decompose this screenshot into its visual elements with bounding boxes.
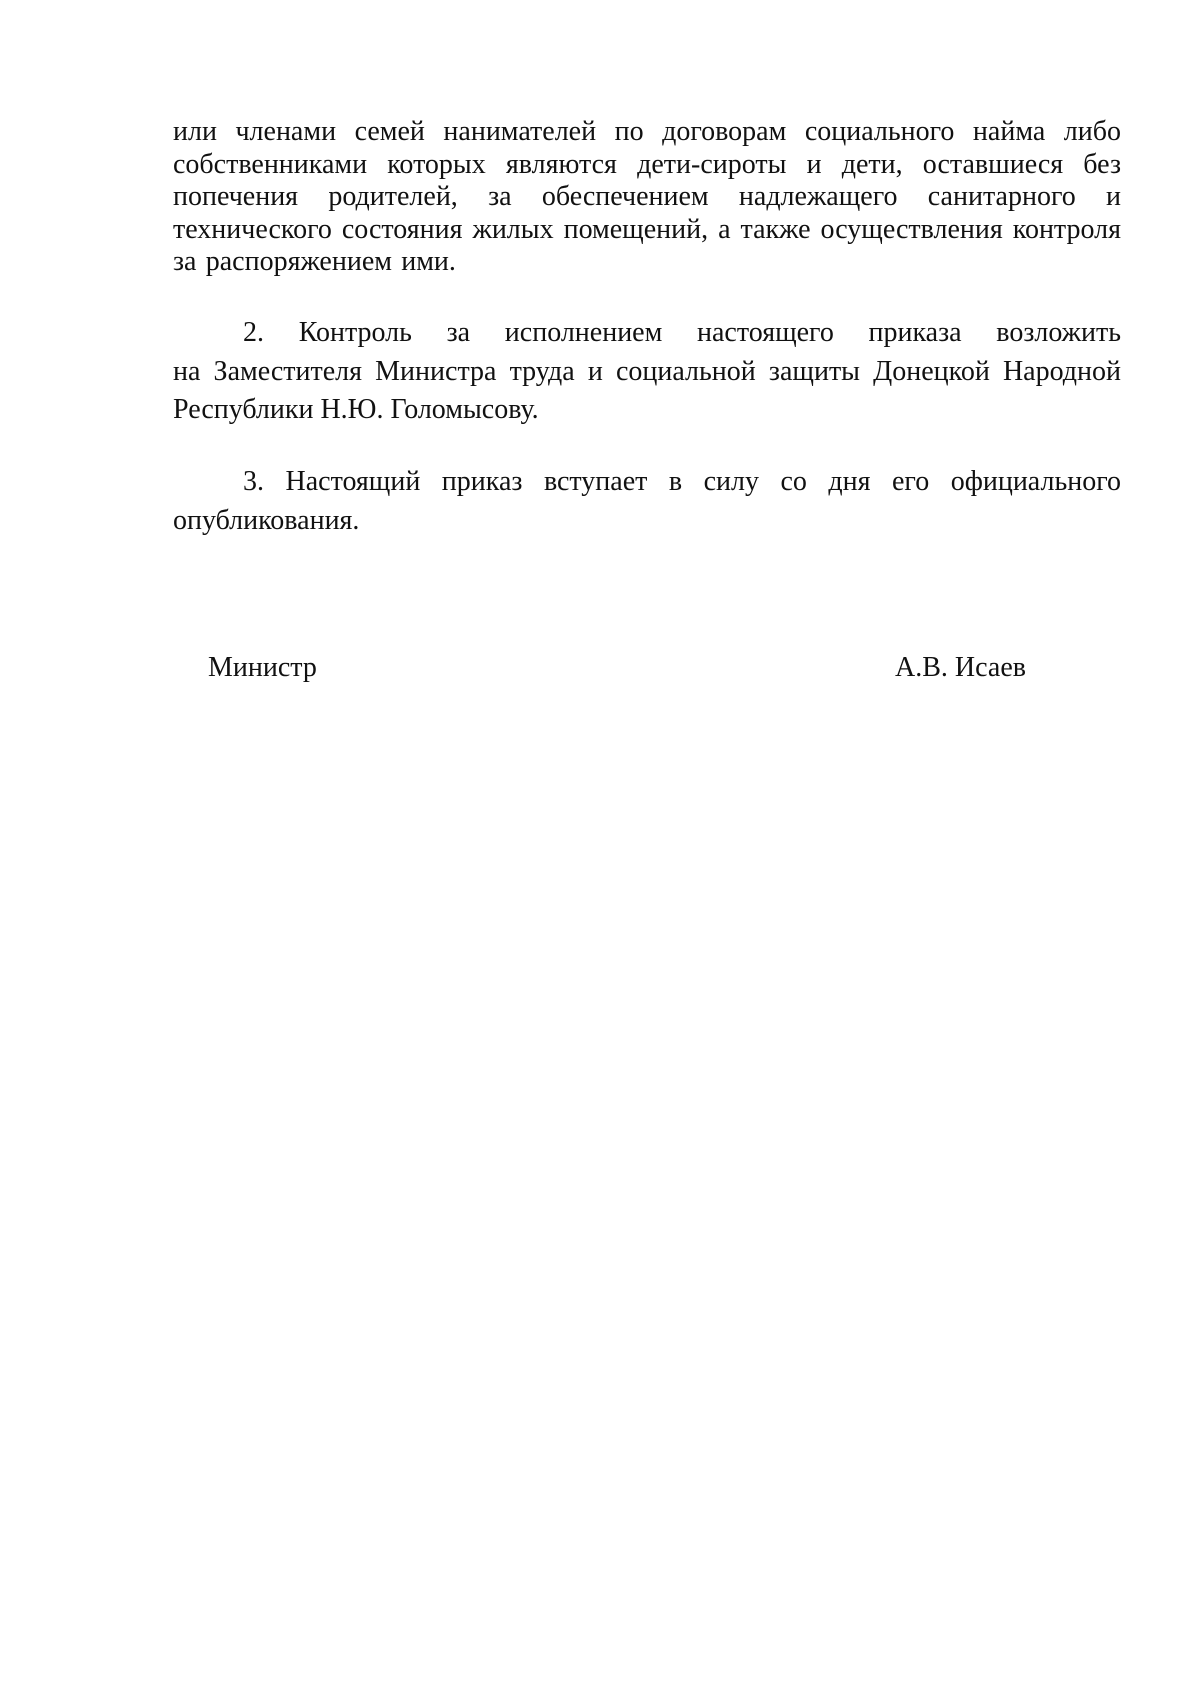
paragraph-3 (173, 463, 1121, 540)
paragraph-2 (173, 314, 1121, 430)
paragraph-2-first-line: 2. Контроль за исполнением настоящего приказа возложить (243, 317, 1121, 348)
paragraph-3-first-line: 3. Настоящий приказ вступает в силу со дня его официального (243, 466, 1121, 497)
paragraph-2-rest: на Заместителя Министра труда и социальной защиты Донецкой Народной Республики Н.Ю. Голомысову. (173, 355, 1121, 425)
continuation-paragraph: или членами семей нанимателей по договорам социального найма либо собственниками которых являются дети-сироты и дети, оставшиеся без попечения родителей, за обеспечением надлежащего санитарного и технического состояния жилых помещений, а также осуществления контроля за распоряжением ими. (173, 116, 1121, 277)
paragraph-3-rest: опубликования. (173, 504, 360, 536)
signature-title: Министр (208, 652, 317, 683)
signature-name: А.В. Исаев (895, 652, 1026, 683)
